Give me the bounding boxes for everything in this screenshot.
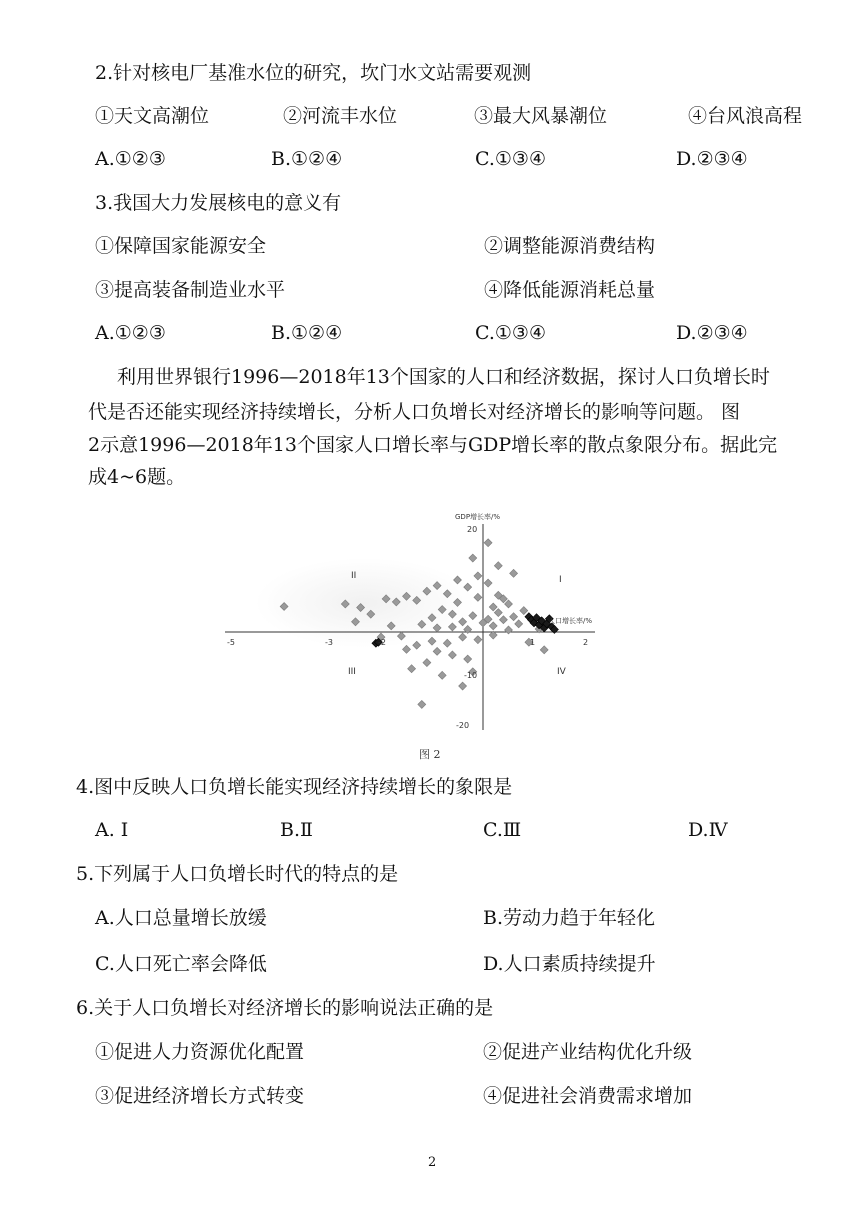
- x-axis-label: 人口增长率/%: [548, 617, 593, 625]
- question-5-choice-c: C.人口死亡率会降低: [95, 953, 267, 975]
- scatter-point-gray: [494, 609, 502, 617]
- question-2-stem: 2.针对核电厂基准水位的研究，坎门水文站需要观测: [95, 62, 532, 84]
- question-6-item-1: ①促进人力资源优化配置: [95, 1041, 305, 1063]
- passage-line-2: 代是否还能实现经济持续增长，分析人口负增长对经济增长的影响等问题。 图: [88, 401, 741, 423]
- scatter-point-gray: [499, 616, 507, 624]
- question-3-choice-d: D.②③④: [676, 322, 748, 344]
- scatter-point-gray: [515, 620, 523, 628]
- question-4-stem: 4.图中反映人口负增长能实现经济持续增长的象限是: [76, 776, 513, 798]
- scatter-point-gray: [408, 665, 416, 673]
- scatter-point-gray: [489, 603, 497, 611]
- passage-line-3: 2示意1996—2018年13个国家人口增长率与GDP增长率的散点象限分布。据此完: [88, 434, 778, 456]
- scatter-point-gray: [474, 593, 482, 601]
- scatter-figure: [215, 508, 615, 743]
- scatter-point-gray: [443, 639, 451, 647]
- question-2-choice-d: D.②③④: [676, 148, 748, 170]
- figure-caption: 图 2: [419, 748, 441, 761]
- scatter-point-gray: [464, 655, 472, 663]
- question-3-choice-b: B.①②④: [271, 322, 343, 344]
- scatter-point-gray: [484, 539, 492, 547]
- question-4-choice-b: B.Ⅱ: [280, 819, 313, 841]
- scatter-point-gray: [474, 636, 482, 644]
- quadrant-label: I: [559, 575, 562, 585]
- question-6-item-4: ④促进社会消费需求增加: [483, 1085, 693, 1107]
- question-2-choice-c: C.①③④: [475, 148, 546, 170]
- question-5-choice-b: B.劳动力趋于年轻化: [483, 907, 656, 929]
- x-tick-label: -5: [227, 638, 235, 647]
- watermark-shape: [255, 558, 475, 648]
- scatter-point-gray: [459, 682, 467, 690]
- question-2-choice-a: A.①②③: [95, 148, 166, 170]
- y-axis-label: GDP增长率/%: [455, 513, 501, 521]
- question-5-choice-d: D.人口素质持续提升: [483, 953, 656, 975]
- question-5-choice-a: A.人口总量增长放缓: [95, 907, 267, 929]
- question-2-choice-b: B.①②④: [271, 148, 343, 170]
- x-tick-label: -2: [378, 638, 386, 647]
- question-2-item-1: ①天文高潮位: [95, 105, 210, 127]
- scatter-point-gray: [469, 554, 477, 562]
- question-6-item-3: ③促进经济增长方式转变: [95, 1085, 305, 1107]
- page-number: 2: [428, 1155, 437, 1170]
- y-tick-label: 20: [467, 525, 478, 534]
- question-2-item-2: ②河流丰水位: [283, 105, 398, 127]
- scatter-point-gray: [505, 626, 513, 634]
- scatter-point-gray: [438, 671, 446, 679]
- scatter-point-gray: [418, 700, 426, 708]
- question-3-item-1: ①保障国家能源安全: [95, 235, 267, 257]
- scatter-point-gray: [510, 613, 518, 621]
- scatter-chart: [215, 508, 615, 743]
- scatter-point-gray: [540, 646, 548, 654]
- scatter-point-gray: [474, 572, 482, 580]
- question-3-item-3: ③提高装备制造业水平: [95, 279, 286, 301]
- question-4-choice-a: A. Ⅰ: [95, 819, 129, 841]
- question-3-item-2: ②调整能源消费结构: [484, 235, 656, 257]
- y-tick-label: -20: [456, 721, 470, 730]
- question-3-item-4: ④降低能源消耗总量: [484, 279, 656, 301]
- scatter-point-gray: [489, 622, 497, 630]
- scatter-point-gray: [520, 607, 528, 615]
- x-tick-label: -3: [325, 638, 333, 647]
- scatter-point-gray: [484, 579, 492, 587]
- scatter-point-gray: [459, 633, 467, 641]
- passage-line-1: 利用世界银行1996—2018年13个国家的人口和经济数据，探讨人口负增长时: [117, 366, 770, 388]
- x-tick-label: 2: [583, 638, 589, 647]
- scatter-point-gray: [510, 569, 518, 577]
- question-6-item-2: ②促进产业结构优化升级: [483, 1041, 693, 1063]
- question-6-stem: 6.关于人口负增长对经济增长的影响说法正确的是: [76, 997, 494, 1019]
- question-5-stem: 5.下列属于人口负增长时代的特点的是: [76, 863, 399, 885]
- question-2-item-4: ④台风浪高程: [688, 105, 803, 127]
- question-4-choice-c: C.Ⅲ: [483, 819, 522, 841]
- quadrant-label: II: [351, 571, 357, 581]
- question-3-choice-c: C.①③④: [475, 322, 546, 344]
- scatter-point-gray: [494, 562, 502, 570]
- question-2-item-3: ③最大风暴潮位: [474, 105, 608, 127]
- scatter-point-gray: [505, 600, 513, 608]
- passage-line-4: 成4~6题。: [88, 466, 186, 488]
- question-4-choice-d: D.Ⅳ: [688, 819, 728, 841]
- x-tick-label: 1: [530, 638, 536, 647]
- question-3-choice-a: A.①②③: [95, 322, 166, 344]
- quadrant-label: III: [348, 667, 356, 677]
- scatter-point-gray: [433, 647, 441, 655]
- y-tick-label: -10: [464, 671, 478, 680]
- question-3-stem: 3.我国大力发展核电的意义有: [95, 192, 342, 214]
- scatter-point-gray: [448, 651, 456, 659]
- scatter-point-gray: [403, 645, 411, 653]
- scatter-point-gray: [423, 659, 431, 667]
- quadrant-label: IV: [557, 667, 566, 677]
